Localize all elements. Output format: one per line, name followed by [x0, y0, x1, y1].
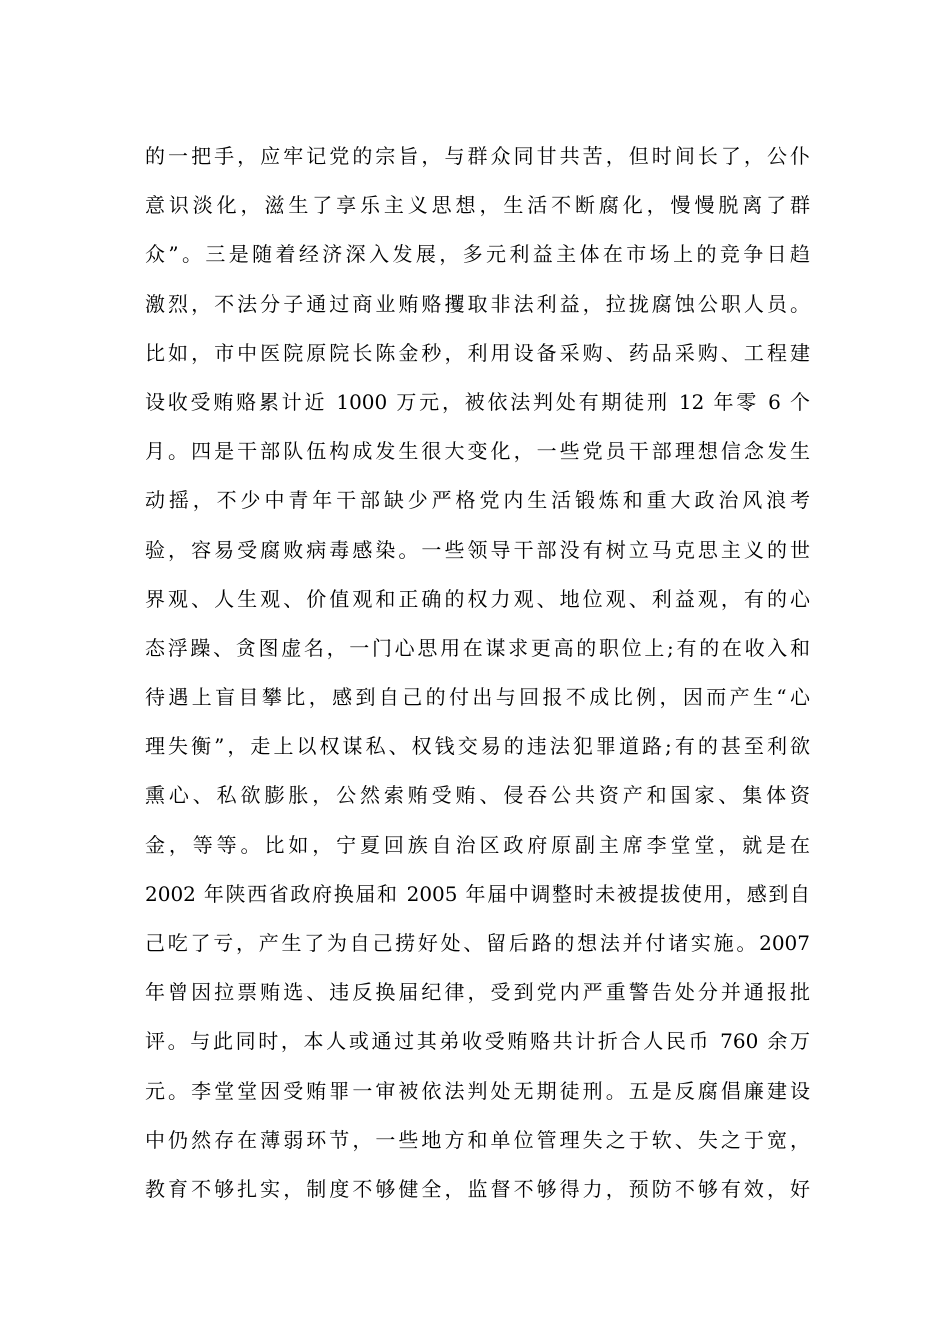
text-line: 月。四是干部队伍构成发生很大变化，一些党员干部理想信念发生 — [145, 439, 810, 464]
text-line: 理失衡”，走上以权谋私、权钱交易的违法犯罪道路;有的甚至利欲 — [145, 734, 810, 759]
text-line: 界观、人生观、价值观和正确的权力观、地位观、利益观，有的心 — [145, 586, 810, 611]
text-line: 2002 年陕西省政府换届和 2005 年届中调整时未被提拔使用，感到自 — [145, 881, 810, 906]
text-line: 众”。三是随着经济深入发展，多元利益主体在市场上的竞争日趋 — [145, 242, 810, 267]
text-line: 激烈，不法分子通过商业贿赂攫取非法利益，拉拢腐蚀公职人员。 — [145, 291, 810, 316]
text-line: 验，容易受腐败病毒感染。一些领导干部没有树立马克思主义的世 — [145, 537, 810, 562]
text-line: 设收受贿赂累计近 1000 万元，被依法判处有期徒刑 12 年零 6 个 — [145, 389, 810, 414]
text-line: 意识淡化，滋生了享乐主义思想，生活不断腐化，慢慢脱离了群 — [145, 193, 810, 218]
text-line: 的一把手，应牢记党的宗旨，与群众同甘共苦，但时间长了，公仆 — [145, 144, 810, 168]
text-line: 金，等等。比如，宁夏回族自治区政府原副主席李堂堂，就是在 — [145, 832, 810, 857]
text-line: 教育不够扎实，制度不够健全，监督不够得力，预防不够有效，好 — [145, 1176, 810, 1201]
text-line: 动摇，不少中青年干部缺少严格党内生活锻炼和重大政治风浪考 — [145, 488, 810, 513]
text-line: 待遇上盲目攀比，感到自己的付出与回报不成比例，因而产生“心 — [145, 685, 810, 710]
text-line: 年曾因拉票贿选、违反换届纪律，受到党内严重警告处分并通报批 — [145, 980, 810, 1005]
body-text — [145, 132, 810, 1214]
text-line: 评。与此同时，本人或通过其弟收受贿赂共计折合人民币 760 余万 — [145, 1029, 810, 1054]
text-line: 比如，市中医院原院长陈金秒，利用设备采购、药品采购、工程建 — [145, 340, 810, 365]
text-line: 元。李堂堂因受贿罪一审被依法判处无期徒刑。五是反腐倡廉建设 — [145, 1078, 810, 1103]
text-line: 己吃了亏，产生了为自己捞好处、留后路的想法并付诸实施。2007 — [145, 931, 810, 955]
text-line: 中仍然存在薄弱环节，一些地方和单位管理失之于软、失之于宽， — [145, 1127, 810, 1152]
text-line: 态浮躁、贪图虚名，一门心思用在谋求更高的职位上;有的在收入和 — [145, 635, 810, 660]
text-line: 熏心、私欲膨胀，公然索贿受贿、侵吞公共资产和国家、集体资 — [145, 783, 810, 808]
